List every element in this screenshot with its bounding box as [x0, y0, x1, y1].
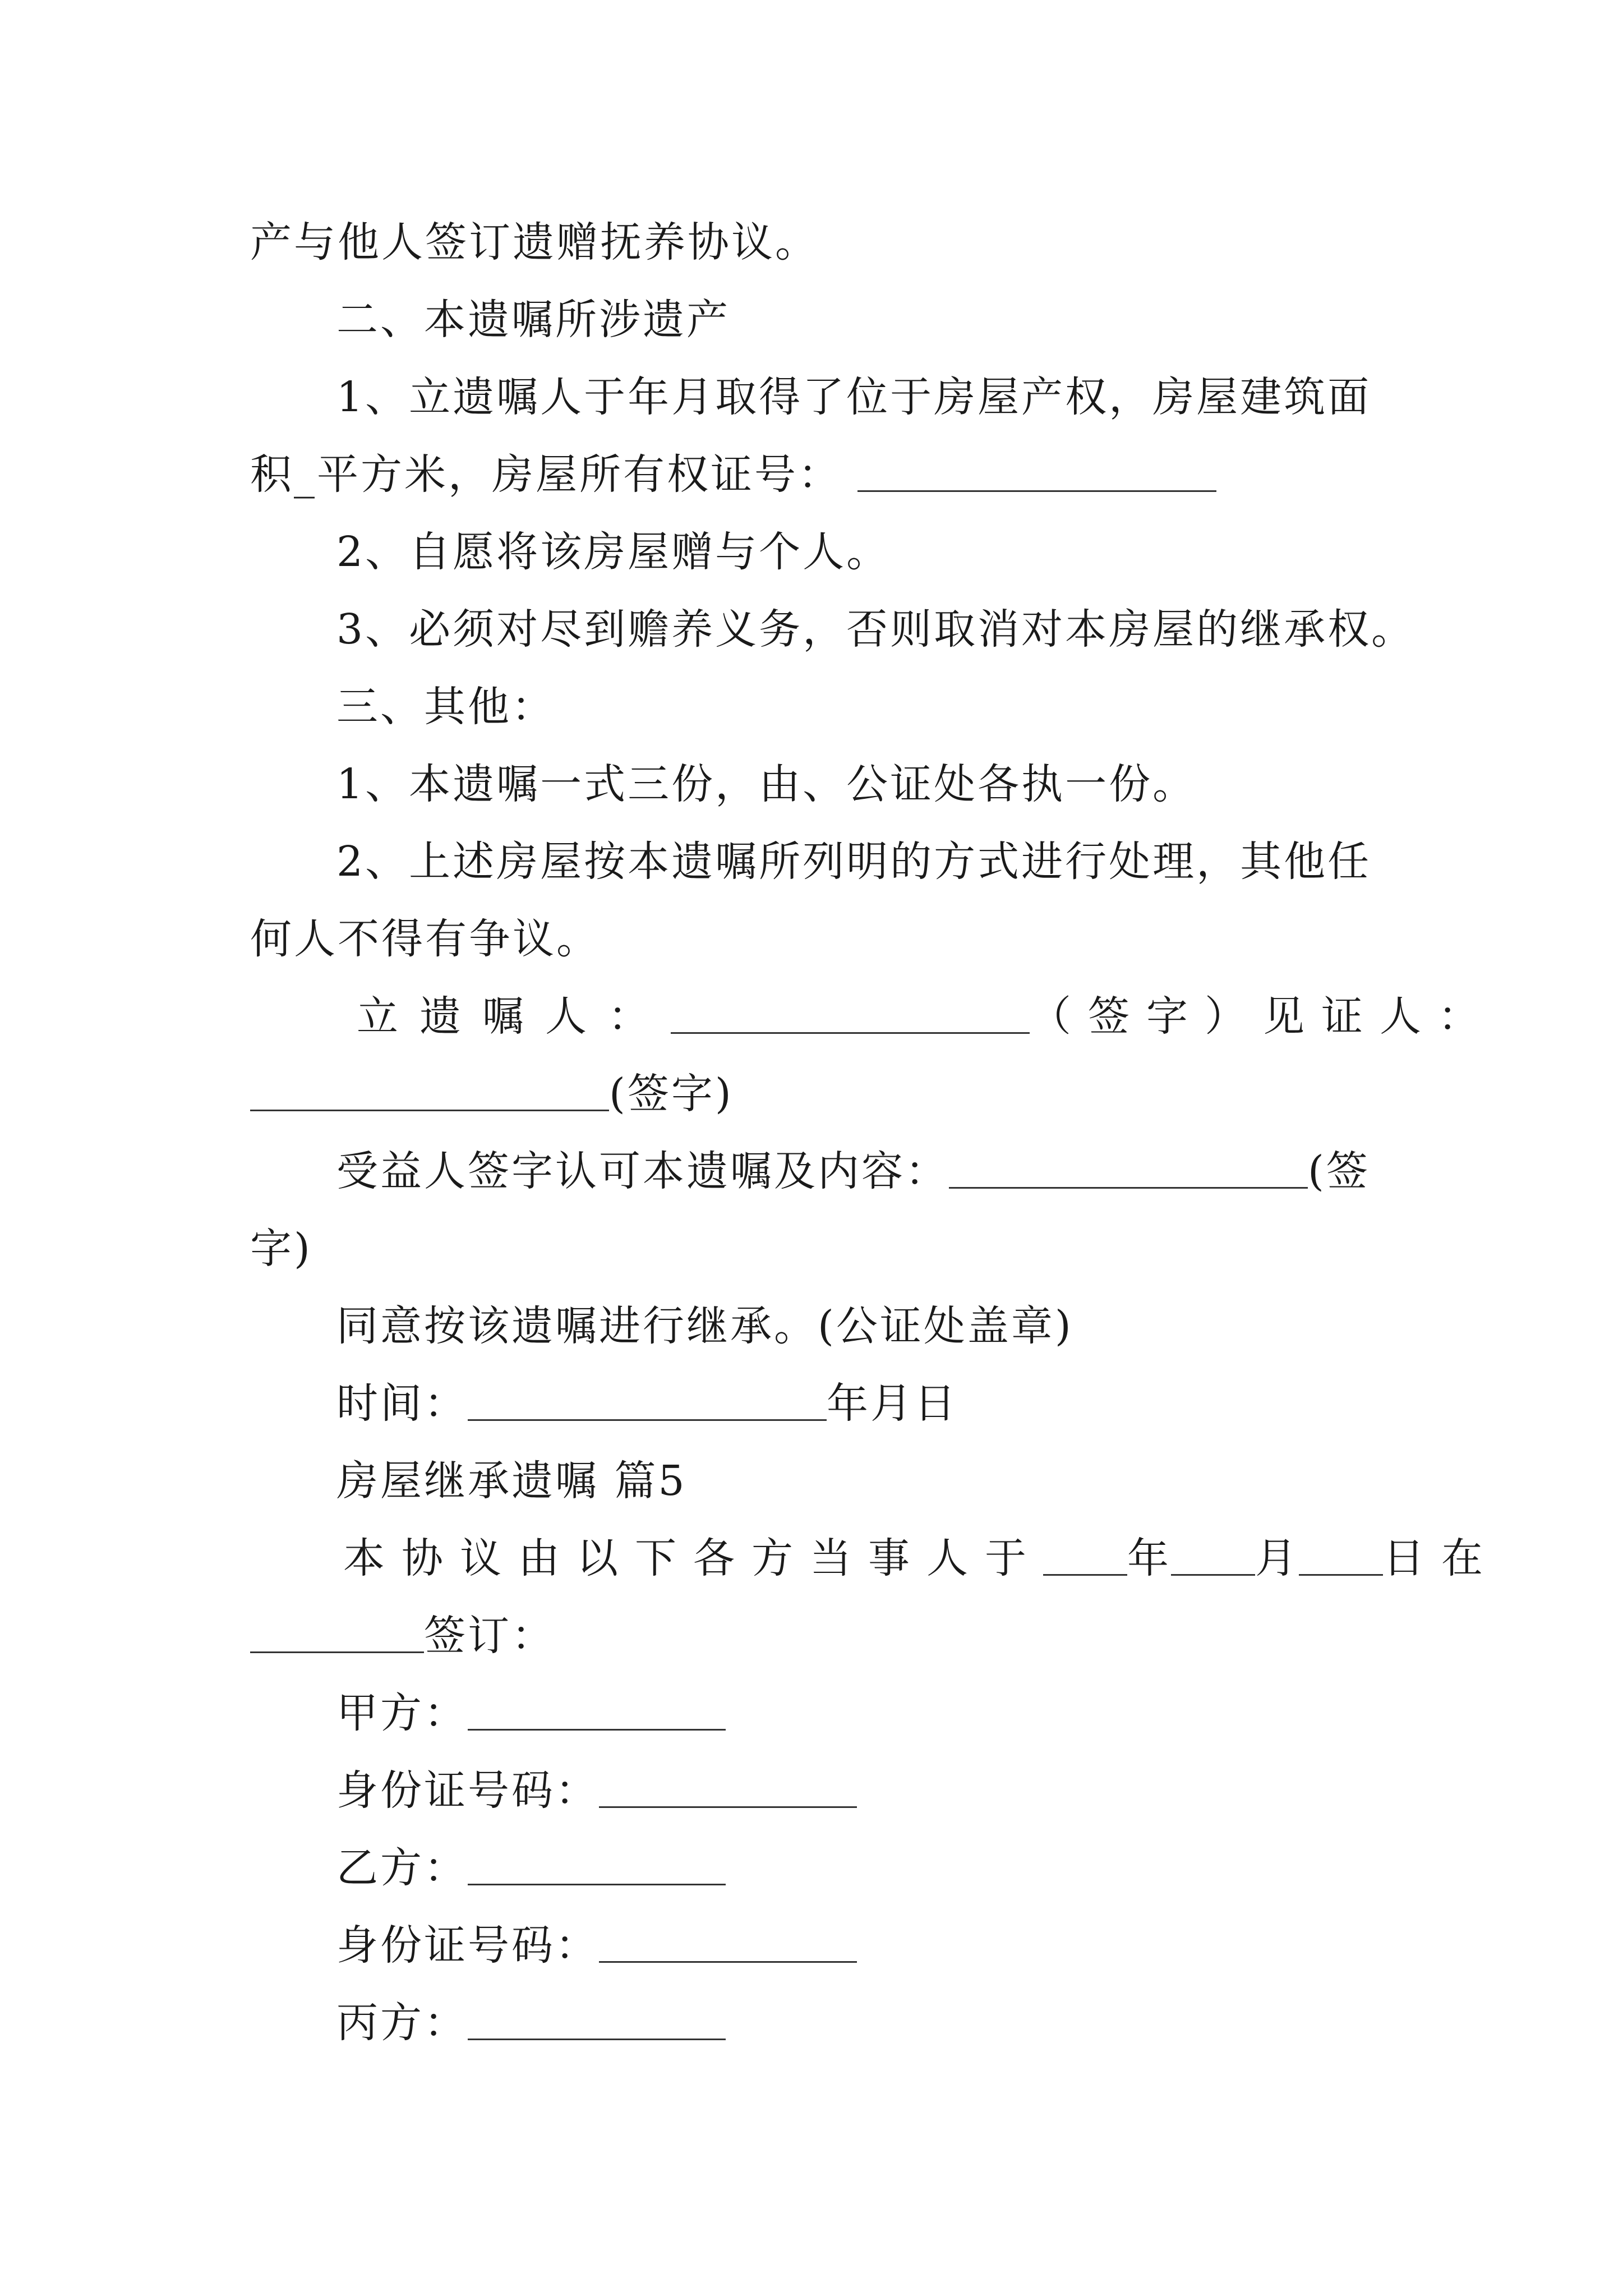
- line-text: 月: [1255, 1534, 1299, 1582]
- blank-underline: [671, 991, 1030, 1034]
- line-text: 本协议由以下各方当事人于: [343, 1534, 1043, 1582]
- line-text: 1、立遗嘱人于年月取得了位于房屋产权，房屋建筑面: [336, 373, 1372, 421]
- line-text: 身份证号码：: [336, 1766, 599, 1815]
- line-text: (签: [1308, 1147, 1370, 1195]
- line-text: 时间：: [336, 1379, 468, 1428]
- line-text: 2、上述房屋按本遗嘱所列明的方式进行处理，其他任: [336, 838, 1372, 886]
- line-text: 年: [1127, 1534, 1171, 1582]
- line-text: 签订：: [424, 1612, 555, 1660]
- line-text: （签字）见证人：: [1030, 992, 1496, 1041]
- blank-underline: [857, 449, 1216, 492]
- party-field: [336, 1757, 857, 1824]
- line-text: 立遗嘱人：: [357, 992, 671, 1041]
- line-text: 何人不得有争议。: [250, 915, 600, 963]
- blank-underline: [949, 1145, 1308, 1189]
- blank-underline: [468, 1378, 827, 1421]
- party-field: [336, 1912, 857, 1979]
- line-text: 1、本遗嘱一式三份，由、公证处各执一份。: [336, 760, 1197, 808]
- line-text: 积_平方米，房屋所有权证号：: [250, 450, 842, 499]
- line-text: 2、自愿将该房屋赠与个人。: [336, 528, 891, 576]
- blank-underline: [468, 1997, 726, 2040]
- line-text: (签字): [609, 1070, 734, 1118]
- blank-underline: [250, 1610, 424, 1653]
- blank-underline: [1171, 1533, 1255, 1576]
- paragraph-line: [336, 364, 1371, 431]
- paragraph-line: [336, 518, 890, 586]
- line-text: 同意按该遗嘱进行继承。(公证处盖章): [336, 1302, 1073, 1350]
- blank-underline: [599, 1920, 857, 1963]
- section-heading: [336, 673, 555, 740]
- paragraph-line: [343, 1525, 1500, 1592]
- paragraph-line: [336, 828, 1371, 895]
- line-text: 受益人签字认可本遗嘱及内容：: [336, 1147, 949, 1195]
- line-text: 日在: [1383, 1534, 1500, 1582]
- line-text: 字): [250, 1225, 312, 1273]
- blank-underline: [468, 1842, 726, 1885]
- paragraph-line: [336, 1292, 1073, 1360]
- blank-underline: [1043, 1533, 1127, 1576]
- line-text: 丙方：: [336, 1999, 468, 2047]
- line-text: 产与他人签订遗赠抚养协议。: [250, 218, 819, 266]
- blank-underline: [1299, 1533, 1383, 1576]
- signature-line: [357, 983, 1496, 1050]
- blank-underline: [468, 1687, 726, 1731]
- party-field: [336, 1834, 726, 1902]
- line-text: 三、其他：: [336, 683, 555, 731]
- paragraph-line: [250, 209, 819, 276]
- line-text: 身份证号码：: [336, 1921, 599, 1970]
- line-text: 乙方：: [336, 1844, 468, 1892]
- signature-line: [250, 1060, 734, 1128]
- line-text: 二、本遗嘱所涉遗产: [336, 296, 730, 344]
- line-text: 3、必须对尽到赡养义务，否则取消对本房屋的继承权。: [336, 605, 1415, 654]
- section-heading: [336, 286, 730, 353]
- signature-line: [336, 1138, 1370, 1205]
- paragraph-line: [250, 1215, 312, 1282]
- paragraph-line: [250, 441, 1216, 508]
- date-line: [336, 1370, 958, 1437]
- line-text: 甲方：: [336, 1689, 468, 1737]
- section-title: [336, 1447, 687, 1515]
- paragraph-line: [336, 751, 1196, 818]
- line-text: 房屋继承遗嘱 篇5: [336, 1457, 687, 1505]
- line-text: 年月日: [827, 1379, 958, 1428]
- paragraph-line: [250, 905, 600, 973]
- party-field: [336, 1989, 726, 2056]
- blank-underline: [599, 1765, 857, 1808]
- paragraph-line: [336, 596, 1415, 663]
- blank-underline: [250, 1068, 609, 1111]
- party-field: [336, 1680, 726, 1747]
- paragraph-line: [250, 1602, 555, 1669]
